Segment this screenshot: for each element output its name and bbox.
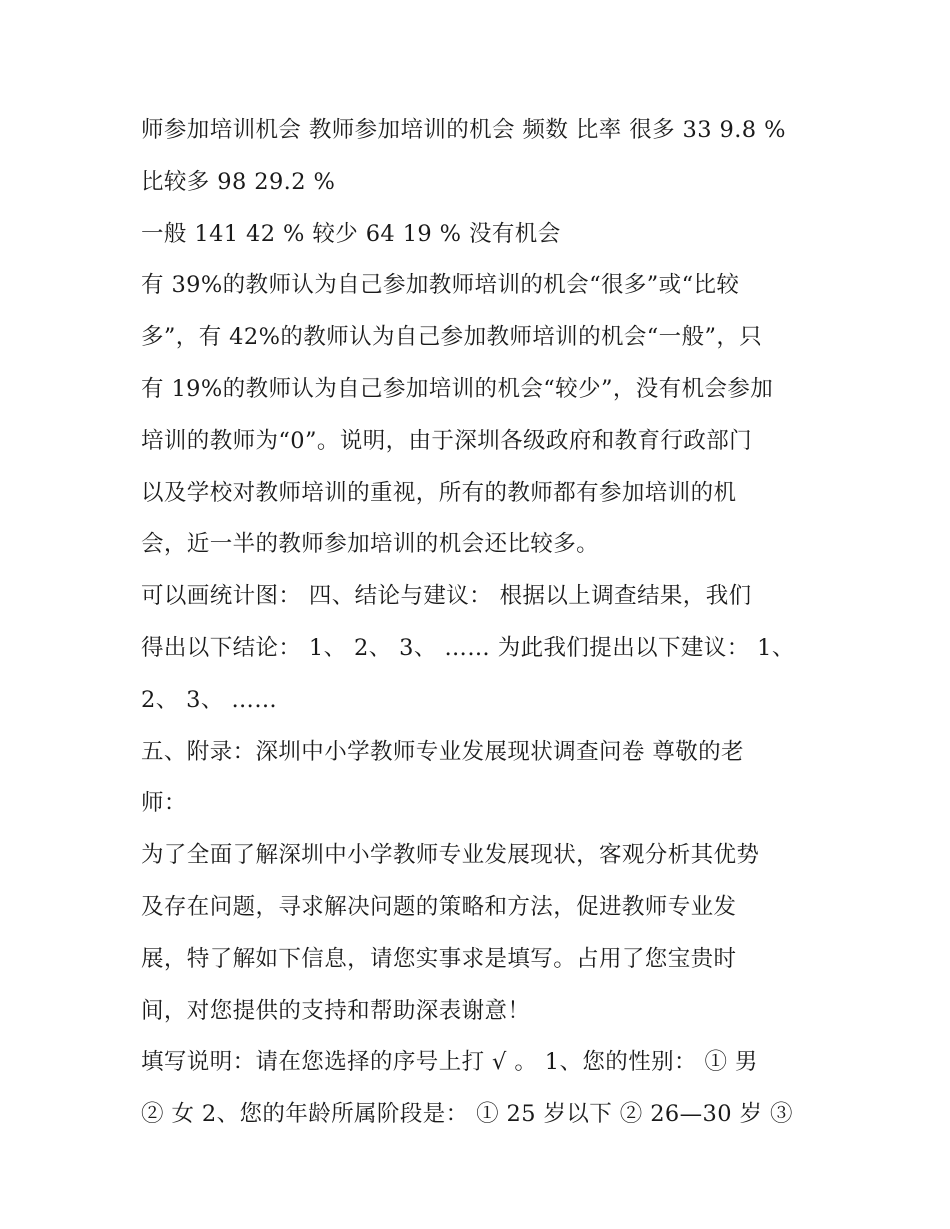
text-line-2: 比较多 98 29.2 % (141, 168, 336, 195)
text-line-3: 一般 141 42 % 较少 64 19 % 没有机会 (141, 220, 561, 247)
text-line-18: 间，对您提供的支持和帮助深表谢意！ (141, 997, 531, 1024)
text-line-11: 得出以下结论： 1、 2、 3、 …… 为此我们提出以下建议： 1、 (141, 634, 795, 661)
document-body (141, 110, 821, 1146)
text-line-16: 及存在问题，寻求解决问题的策略和方法，促进教师专业发 (141, 893, 737, 920)
text-line-12: 2、 3、 …… (141, 686, 278, 713)
text-line-6: 有 19%的教师认为自己参加培训的机会“较少”，没有机会参加 (141, 375, 774, 402)
text-line-10: 可以画统计图： 四、结论与建议： 根据以上调查结果，我们 (141, 583, 752, 610)
text-line-19: 填写说明：请在您选择的序号上打 √ 。 1、您的性别： ① 男 (141, 1049, 758, 1076)
text-line-13: 五、附录：深圳中小学教师专业发展现状调查问卷 尊敬的老 (141, 738, 744, 765)
text-line-8: 以及学校对教师培训的重视，所有的教师都有参加培训的机 (141, 479, 737, 506)
text-line-7: 培训的教师为“0”。说明，由于深圳各级政府和教育行政部门 (141, 427, 753, 454)
text-line-9: 会，近一半的教师参加培训的机会还比较多。 (141, 531, 600, 558)
text-line-4: 有 39%的教师认为自己参加教师培训的机会“很多”或“比较 (141, 272, 740, 299)
text-line-20: ② 女 2、您的年龄所属阶段是： ① 25 岁以下 ② 26—30 岁 ③ (141, 1101, 793, 1128)
text-line-17: 展，特了解如下信息，请您实事求是填写。占用了您宝贵时 (141, 945, 737, 972)
text-line-5: 多”，有 42%的教师认为自己参加教师培训的机会“一般”，只 (141, 324, 763, 351)
text-line-1: 师参加培训机会 教师参加培训的机会 频数 比率 很多 33 9.8 % (141, 117, 786, 143)
text-line-14: 师： (141, 790, 187, 817)
text-line-15: 为了全面了解深圳中小学教师专业发展现状，客观分析其优势 (141, 842, 760, 869)
